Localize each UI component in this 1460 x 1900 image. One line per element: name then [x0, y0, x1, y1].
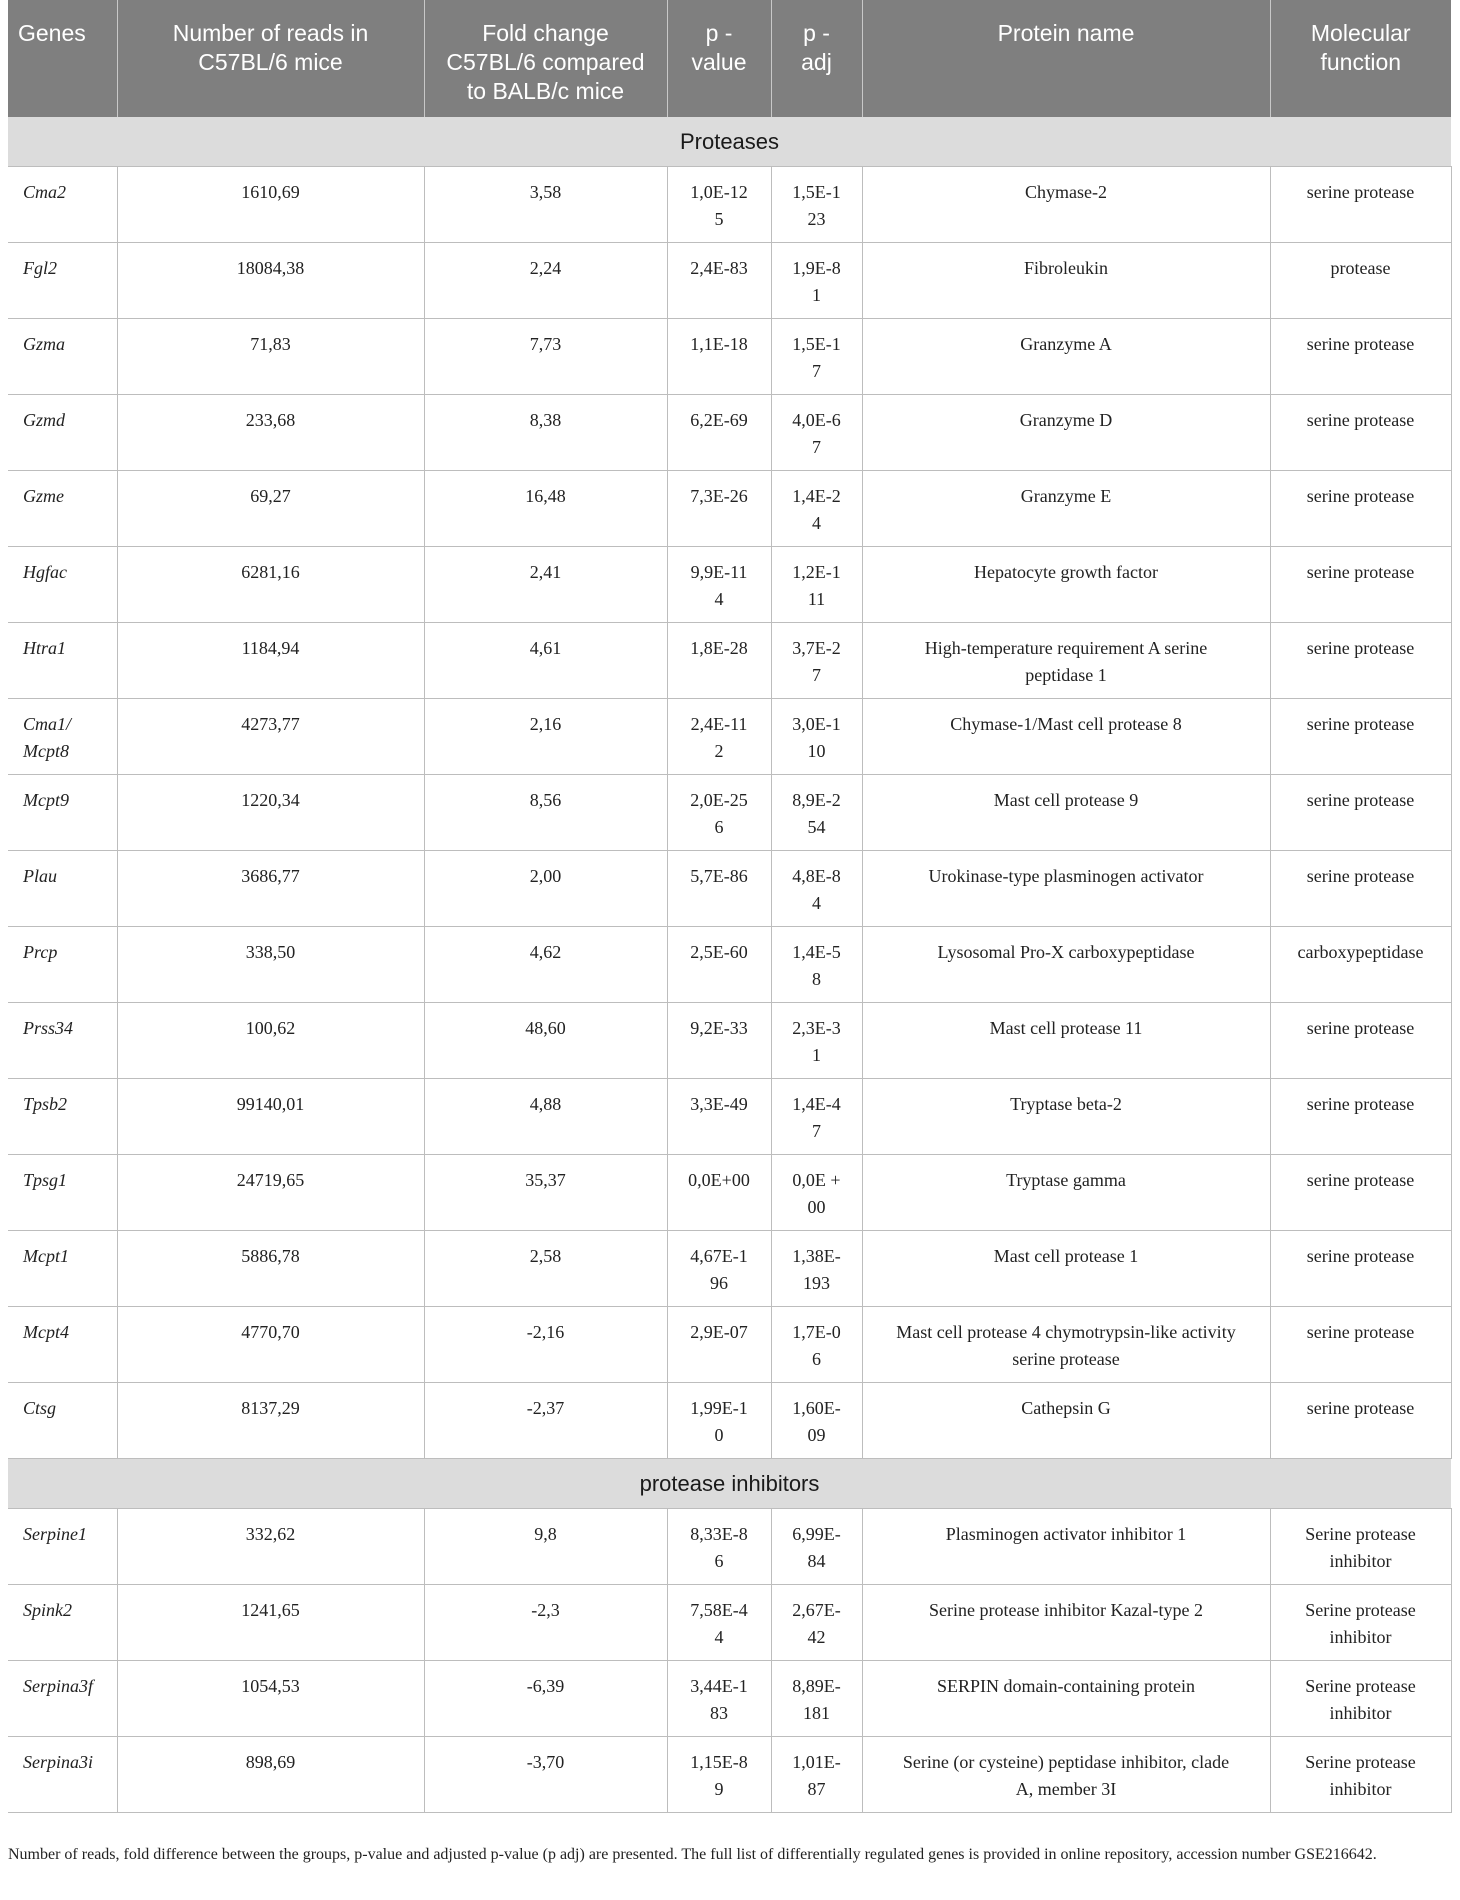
- cell-protein-text: Mast cell protease 4 chymotrypsin-like activity serine protease: [896, 1322, 1236, 1369]
- table-row: [8, 1155, 1451, 1231]
- cell-pvalue-text: 7,58E-44: [690, 1600, 748, 1647]
- header-genes: Genes: [8, 0, 117, 117]
- cell-gene-text: Mcpt4: [23, 1322, 69, 1342]
- cell-padj: [771, 1307, 862, 1383]
- cell-pvalue: [667, 927, 771, 1003]
- table-row: [8, 851, 1451, 927]
- cell-protein: [862, 167, 1270, 243]
- cell-protein-text: Fibroleukin: [1024, 258, 1108, 278]
- cell-pvalue-text: 5,7E-86: [690, 866, 748, 886]
- cell-padj-text: 1,60E-09: [792, 1398, 841, 1445]
- cell-padj: [771, 1003, 862, 1079]
- cell-pvalue-text: 3,3E-49: [690, 1094, 748, 1114]
- table-row: [8, 471, 1451, 547]
- cell-function-text: serine protease: [1306, 1398, 1415, 1418]
- cell-gene: [8, 243, 117, 319]
- cell-gene-text: Gzma: [23, 334, 66, 354]
- cell-pvalue-text: 4,67E-196: [690, 1246, 748, 1293]
- cell-pvalue: [667, 1661, 771, 1737]
- gene-expression-table: [8, 0, 1452, 1813]
- cell-function-text: serine protease: [1306, 1170, 1415, 1190]
- cell-reads: 5886,78: [117, 1231, 424, 1307]
- cell-pvalue: [667, 1155, 771, 1231]
- cell-function: [1270, 851, 1451, 927]
- cell-function: [1270, 1383, 1451, 1459]
- cell-protein-text: Plasminogen activator inhibitor 1: [945, 1524, 1187, 1544]
- cell-function: [1270, 1585, 1451, 1661]
- table-row: [8, 1661, 1451, 1737]
- table-row: [8, 1003, 1451, 1079]
- cell-fold: -2,16: [424, 1307, 667, 1383]
- cell-fold: -3,70: [424, 1737, 667, 1813]
- cell-gene: [8, 1661, 117, 1737]
- cell-protein: [862, 319, 1270, 395]
- cell-gene: [8, 547, 117, 623]
- cell-padj: [771, 1155, 862, 1231]
- cell-reads: 18084,38: [117, 243, 424, 319]
- cell-padj: [771, 851, 862, 927]
- cell-padj-text: 6,99E-84: [792, 1524, 841, 1571]
- cell-protein-text: Tryptase beta-2: [1010, 1094, 1122, 1114]
- cell-function-text: protease: [1330, 258, 1391, 278]
- cell-fold: 3,58: [424, 167, 667, 243]
- cell-function: [1270, 1509, 1451, 1585]
- cell-padj-text: 3,0E-110: [792, 714, 841, 761]
- cell-pvalue-text: 1,99E-10: [690, 1398, 748, 1445]
- cell-padj-text: 3,7E-27: [792, 638, 841, 685]
- cell-padj: [771, 1509, 862, 1585]
- cell-pvalue: [667, 699, 771, 775]
- table-row: [8, 699, 1451, 775]
- cell-function: [1270, 319, 1451, 395]
- gene-table-container: [8, 0, 1451, 1813]
- cell-padj-text: 8,9E-254: [792, 790, 841, 837]
- cell-fold: 4,62: [424, 927, 667, 1003]
- header-p-value-text: p - value: [691, 20, 747, 75]
- cell-gene: [8, 775, 117, 851]
- cell-function-text: serine protease: [1306, 182, 1415, 202]
- table-footnote: Number of reads, fold difference between the groups, p-value and adjusted p-value (p adj) are presented. The full list of differentially regulated genes is provided in online repository, accession number GSE216642.: [8, 1846, 1377, 1863]
- cell-function: [1270, 1307, 1451, 1383]
- cell-function: [1270, 623, 1451, 699]
- cell-gene: [8, 1307, 117, 1383]
- cell-padj: [771, 319, 862, 395]
- cell-padj-text: 1,38E-193: [792, 1246, 841, 1293]
- table-row: [8, 1737, 1451, 1813]
- cell-pvalue: [667, 319, 771, 395]
- cell-reads: 1054,53: [117, 1661, 424, 1737]
- cell-gene: [8, 1383, 117, 1459]
- cell-protein: [862, 1079, 1270, 1155]
- cell-function-text: Serine protease inhibitor: [1305, 1676, 1416, 1723]
- group-title: protease inhibitors: [8, 1459, 1451, 1509]
- cell-gene-text: Fgl2: [23, 258, 57, 278]
- group-row: [8, 1459, 1451, 1509]
- cell-pvalue-text: 2,9E-07: [690, 1322, 748, 1342]
- cell-function: [1270, 699, 1451, 775]
- cell-reads: 1184,94: [117, 623, 424, 699]
- cell-gene: [8, 1155, 117, 1231]
- cell-function-text: serine protease: [1306, 638, 1415, 658]
- cell-pvalue-text: 9,2E-33: [690, 1018, 748, 1038]
- cell-padj-text: 8,89E-181: [792, 1676, 841, 1723]
- cell-reads: 6281,16: [117, 547, 424, 623]
- cell-padj-text: 4,8E-84: [792, 866, 841, 913]
- cell-padj-text: 2,3E-31: [792, 1018, 841, 1065]
- cell-function-text: Serine protease inhibitor: [1305, 1524, 1416, 1571]
- cell-function-text: serine protease: [1306, 486, 1415, 506]
- cell-gene: [8, 1737, 117, 1813]
- cell-gene-text: Gzme: [23, 486, 64, 506]
- cell-reads: 233,68: [117, 395, 424, 471]
- cell-pvalue: [667, 851, 771, 927]
- cell-reads: 24719,65: [117, 1155, 424, 1231]
- cell-function: [1270, 1079, 1451, 1155]
- cell-padj-text: 1,4E-24: [792, 486, 841, 533]
- cell-padj: [771, 471, 862, 547]
- cell-padj: [771, 775, 862, 851]
- cell-protein: [862, 1661, 1270, 1737]
- cell-protein-text: Mast cell protease 1: [993, 1246, 1139, 1266]
- cell-function-text: serine protease: [1306, 1246, 1415, 1266]
- cell-pvalue: [667, 1307, 771, 1383]
- cell-fold: -2,37: [424, 1383, 667, 1459]
- cell-padj: [771, 167, 862, 243]
- cell-gene-text: Spink2: [23, 1600, 72, 1620]
- table-row: [8, 547, 1451, 623]
- table-row: [8, 395, 1451, 471]
- cell-pvalue: [667, 1383, 771, 1459]
- cell-gene-text: Gzmd: [23, 410, 66, 430]
- cell-function-text: serine protease: [1306, 714, 1415, 734]
- cell-fold: 8,56: [424, 775, 667, 851]
- cell-fold: 48,60: [424, 1003, 667, 1079]
- table-row: [8, 1509, 1451, 1585]
- cell-padj: [771, 1231, 862, 1307]
- cell-pvalue: [667, 1585, 771, 1661]
- cell-gene: [8, 927, 117, 1003]
- cell-protein: [862, 1231, 1270, 1307]
- cell-reads: 898,69: [117, 1737, 424, 1813]
- cell-function: [1270, 1231, 1451, 1307]
- header-protein-name: Protein name: [862, 0, 1270, 117]
- cell-protein: [862, 1585, 1270, 1661]
- cell-reads: 4770,70: [117, 1307, 424, 1383]
- cell-gene-text: Mcpt9: [23, 790, 69, 810]
- cell-pvalue-text: 0,0E+00: [688, 1170, 750, 1190]
- cell-protein-text: Granzyme E: [1020, 486, 1112, 506]
- cell-function-text: carboxypeptidase: [1297, 942, 1424, 962]
- cell-padj: [771, 1737, 862, 1813]
- cell-protein: [862, 1003, 1270, 1079]
- cell-gene-text: Serpina3i: [23, 1752, 93, 1772]
- cell-padj: [771, 1079, 862, 1155]
- cell-fold: 4,61: [424, 623, 667, 699]
- cell-gene-text: Plau: [23, 866, 57, 886]
- cell-gene: [8, 1231, 117, 1307]
- table-row: [8, 775, 1451, 851]
- cell-pvalue: [667, 1737, 771, 1813]
- cell-padj-text: 4,0E-67: [792, 410, 841, 457]
- cell-gene: [8, 1003, 117, 1079]
- cell-padj-text: 1,2E-111: [792, 562, 841, 609]
- cell-pvalue: [667, 243, 771, 319]
- cell-protein: [862, 1509, 1270, 1585]
- cell-gene: [8, 395, 117, 471]
- cell-padj-text: 1,4E-58: [792, 942, 841, 989]
- cell-gene-text: Cma2: [23, 182, 67, 202]
- table-row: [8, 167, 1451, 243]
- cell-gene: [8, 1509, 117, 1585]
- cell-function-text: serine protease: [1306, 1018, 1415, 1038]
- cell-gene-text: Mcpt1: [23, 1246, 69, 1266]
- cell-function: [1270, 243, 1451, 319]
- cell-pvalue-text: 2,0E-256: [690, 790, 748, 837]
- cell-gene-text: Tpsb2: [23, 1094, 68, 1114]
- cell-padj-text: 1,4E-47: [792, 1094, 841, 1141]
- cell-fold: 35,37: [424, 1155, 667, 1231]
- cell-protein: [862, 395, 1270, 471]
- cell-padj: [771, 699, 862, 775]
- table-row: [8, 319, 1451, 395]
- cell-function-text: serine protease: [1306, 866, 1415, 886]
- cell-gene: [8, 1079, 117, 1155]
- table-body: [8, 117, 1451, 1813]
- cell-function-text: serine protease: [1306, 562, 1415, 582]
- cell-fold: 4,88: [424, 1079, 667, 1155]
- cell-reads: 1241,65: [117, 1585, 424, 1661]
- cell-reads: 3686,77: [117, 851, 424, 927]
- cell-gene-text: Prss34: [23, 1018, 74, 1038]
- cell-protein: [862, 699, 1270, 775]
- cell-gene-text: Tpsg1: [23, 1170, 68, 1190]
- cell-pvalue-text: 1,0E-125: [690, 182, 748, 229]
- cell-protein-text: Granzyme D: [1019, 410, 1113, 430]
- cell-function: [1270, 1737, 1451, 1813]
- cell-function: [1270, 547, 1451, 623]
- cell-pvalue: [667, 1509, 771, 1585]
- cell-function: [1270, 167, 1451, 243]
- cell-gene: [8, 167, 117, 243]
- group-row: [8, 117, 1451, 167]
- cell-protein: [862, 623, 1270, 699]
- header-p-value: [667, 0, 771, 117]
- cell-protein: [862, 471, 1270, 547]
- cell-fold: 2,24: [424, 243, 667, 319]
- cell-reads: 338,50: [117, 927, 424, 1003]
- cell-reads: 71,83: [117, 319, 424, 395]
- cell-pvalue: [667, 395, 771, 471]
- cell-pvalue-text: 8,33E-86: [690, 1524, 748, 1571]
- cell-function-text: serine protease: [1306, 1094, 1415, 1114]
- cell-fold: 9,8: [424, 1509, 667, 1585]
- cell-gene-text: Htra1: [23, 638, 67, 658]
- cell-reads: 1220,34: [117, 775, 424, 851]
- cell-pvalue: [667, 167, 771, 243]
- cell-fold: 8,38: [424, 395, 667, 471]
- cell-pvalue-text: 2,4E-83: [690, 258, 748, 278]
- cell-gene: [8, 1585, 117, 1661]
- header-p-adj: [771, 0, 862, 117]
- cell-padj: [771, 243, 862, 319]
- group-title: Proteases: [8, 117, 1451, 167]
- cell-fold: 2,00: [424, 851, 667, 927]
- cell-protein-text: Mast cell protease 9: [993, 790, 1139, 810]
- header-molecular-function: Molecular function: [1270, 0, 1451, 117]
- cell-pvalue: [667, 1079, 771, 1155]
- cell-pvalue-text: 6,2E-69: [690, 410, 748, 430]
- cell-reads: 8137,29: [117, 1383, 424, 1459]
- cell-gene: [8, 471, 117, 547]
- table-row: [8, 243, 1451, 319]
- cell-protein-text: Tryptase gamma: [1006, 1170, 1126, 1190]
- cell-protein-text: Hepatocyte growth factor: [974, 562, 1158, 582]
- cell-function-text: serine protease: [1306, 334, 1415, 354]
- cell-protein-text: High-temperature requirement A serine peptidase 1: [924, 638, 1208, 685]
- cell-gene-text: Hgfac: [23, 562, 67, 582]
- cell-protein-text: Urokinase-type plasminogen activator: [928, 866, 1204, 886]
- cell-fold: 2,16: [424, 699, 667, 775]
- cell-padj: [771, 623, 862, 699]
- cell-function-text: serine protease: [1306, 1322, 1415, 1342]
- cell-pvalue-text: 9,9E-114: [690, 562, 748, 609]
- cell-pvalue-text: 7,3E-26: [690, 486, 748, 506]
- cell-gene-text: Prcp: [23, 942, 58, 962]
- cell-fold: -6,39: [424, 1661, 667, 1737]
- cell-pvalue-text: 2,5E-60: [690, 942, 748, 962]
- cell-protein: [862, 547, 1270, 623]
- cell-protein: [862, 1737, 1270, 1813]
- cell-reads: 4273,77: [117, 699, 424, 775]
- cell-function-text: serine protease: [1306, 790, 1415, 810]
- cell-padj: [771, 395, 862, 471]
- cell-pvalue-text: 1,1E-18: [690, 334, 748, 354]
- cell-padj-text: 2,67E-42: [792, 1600, 841, 1647]
- cell-function: [1270, 1661, 1451, 1737]
- cell-pvalue-text: 1,8E-28: [690, 638, 748, 658]
- cell-padj: [771, 547, 862, 623]
- header-reads: Number of reads in C57BL/6 mice: [117, 0, 424, 117]
- cell-gene-text: Serpine1: [23, 1524, 87, 1544]
- table-row: [8, 1585, 1451, 1661]
- table-header: [8, 0, 1451, 117]
- cell-pvalue-text: 2,4E-112: [690, 714, 748, 761]
- cell-fold: 7,73: [424, 319, 667, 395]
- cell-gene-text: Cma1/ Mcpt8: [23, 714, 72, 761]
- table-row: [8, 1307, 1451, 1383]
- cell-padj: [771, 927, 862, 1003]
- cell-reads: 99140,01: [117, 1079, 424, 1155]
- cell-protein: [862, 775, 1270, 851]
- cell-function: [1270, 927, 1451, 1003]
- cell-padj: [771, 1585, 862, 1661]
- header-fold-change: Fold change C57BL/6 compared to BALB/c mice: [424, 0, 667, 117]
- cell-reads: 332,62: [117, 1509, 424, 1585]
- cell-gene: [8, 623, 117, 699]
- header-p-adj-text: p - adj: [801, 20, 832, 75]
- cell-protein-text: Serine protease inhibitor Kazal-type 2: [929, 1600, 1203, 1620]
- cell-fold: -2,3: [424, 1585, 667, 1661]
- cell-pvalue: [667, 471, 771, 547]
- cell-fold: 2,58: [424, 1231, 667, 1307]
- table-row: [8, 1079, 1451, 1155]
- cell-protein-text: Mast cell protease 11: [989, 1018, 1143, 1038]
- cell-function: [1270, 471, 1451, 547]
- cell-protein-text: SERPIN domain-containing protein: [937, 1676, 1195, 1696]
- table-row: [8, 1383, 1451, 1459]
- cell-pvalue: [667, 1003, 771, 1079]
- cell-function: [1270, 1003, 1451, 1079]
- cell-protein-text: Chymase-1/Mast cell protease 8: [950, 714, 1182, 734]
- cell-gene: [8, 851, 117, 927]
- cell-padj-text: 0,0E +00: [792, 1170, 841, 1217]
- cell-padj: [771, 1661, 862, 1737]
- cell-padj-text: 1,5E-17: [792, 334, 841, 381]
- cell-pvalue-text: 3,44E-183: [690, 1676, 748, 1723]
- cell-reads: 69,27: [117, 471, 424, 547]
- cell-function-text: serine protease: [1306, 410, 1415, 430]
- cell-gene: [8, 319, 117, 395]
- cell-protein-text: Lysosomal Pro-X carboxypeptidase: [937, 942, 1195, 962]
- cell-gene-text: Serpina3f: [23, 1676, 93, 1696]
- cell-protein: [862, 1307, 1270, 1383]
- cell-fold: 16,48: [424, 471, 667, 547]
- cell-padj: [771, 1383, 862, 1459]
- cell-padj-text: 1,5E-123: [792, 182, 841, 229]
- cell-function-text: Serine protease inhibitor: [1305, 1600, 1416, 1647]
- cell-protein-text: Chymase-2: [1025, 182, 1107, 202]
- cell-pvalue: [667, 775, 771, 851]
- cell-fold: 2,41: [424, 547, 667, 623]
- cell-protein-text: Serine (or cysteine) peptidase inhibitor, clade A, member 3I: [902, 1752, 1230, 1799]
- cell-pvalue: [667, 623, 771, 699]
- cell-padj-text: 1,9E-81: [792, 258, 841, 305]
- cell-pvalue-text: 1,15E-89: [690, 1752, 748, 1799]
- table-row: [8, 623, 1451, 699]
- cell-function: [1270, 775, 1451, 851]
- cell-reads: 100,62: [117, 1003, 424, 1079]
- cell-pvalue: [667, 1231, 771, 1307]
- cell-protein: [862, 243, 1270, 319]
- cell-gene-text: Ctsg: [23, 1398, 57, 1418]
- table-row: [8, 927, 1451, 1003]
- cell-protein: [862, 927, 1270, 1003]
- cell-protein-text: Granzyme A: [1020, 334, 1112, 354]
- cell-reads: 1610,69: [117, 167, 424, 243]
- cell-gene: [8, 699, 117, 775]
- cell-padj-text: 1,7E-06: [792, 1322, 841, 1369]
- cell-protein-text: Cathepsin G: [1021, 1398, 1111, 1418]
- cell-protein: [862, 1155, 1270, 1231]
- cell-function-text: Serine protease inhibitor: [1305, 1752, 1416, 1799]
- cell-pvalue: [667, 547, 771, 623]
- cell-padj-text: 1,01E-87: [792, 1752, 841, 1799]
- cell-function: [1270, 1155, 1451, 1231]
- table-row: [8, 1231, 1451, 1307]
- cell-protein: [862, 1383, 1270, 1459]
- cell-protein: [862, 851, 1270, 927]
- cell-function: [1270, 395, 1451, 471]
